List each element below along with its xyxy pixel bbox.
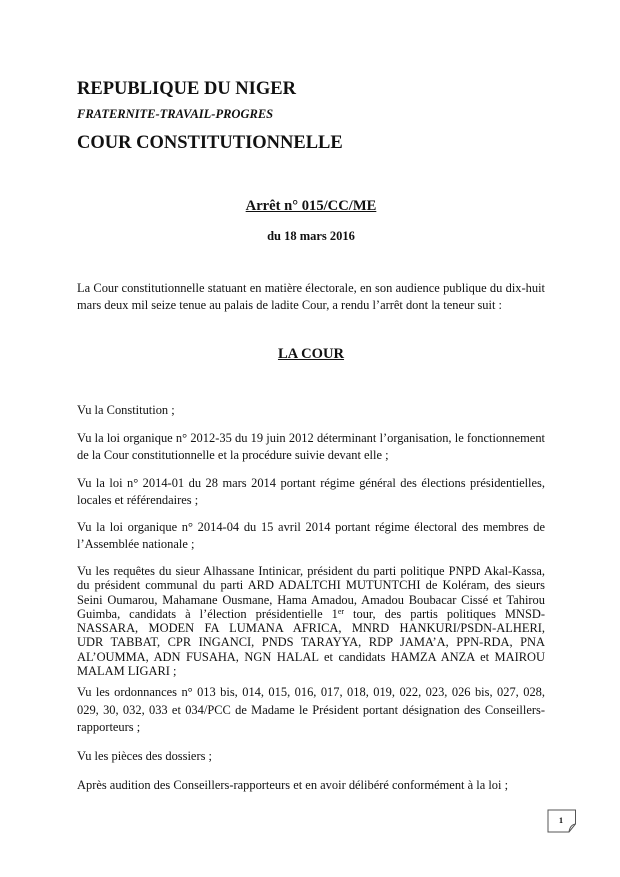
- text-line: Vu les ordonnances n° 013 bis, 014, 015, 016, 017, 018, 019, 022, 023, 026 bis, 027, 028,: [77, 685, 545, 699]
- text-line: UDR TABBAT, CPR INGANCI, PNDS TARAYYA, RDP JAMA’A, PPN-RDA, PNA: [77, 635, 545, 650]
- text-line: La Cour constitutionnelle statuant en matière électorale, en son audience publique du dix-huit: [77, 281, 545, 295]
- text-line: rapporteurs ;: [77, 720, 141, 734]
- visa-constitution: [77, 402, 545, 419]
- text-line: Seini Oumarou, Mahamane Ousmane, Hama Amadou, Amadou Boubacar Cissé et Tahirou: [77, 592, 545, 607]
- text-line: locales et référendaires ;: [77, 492, 199, 507]
- text-line: de la Cour constitutionnelle et la procédure suivie devant elle ;: [77, 447, 389, 462]
- deliberation-paragraph: [77, 777, 545, 794]
- page-number: 1: [558, 815, 564, 825]
- text-line: NASSARA, MODEN FA LUMANA AFRICA, MNRD HANKURI/PSDN-ALHERI,: [77, 621, 545, 636]
- text-line: du président communal du parti ARD ADALTCHI MUTUNTCHI de Koléram, des sieurs: [77, 578, 545, 593]
- text-line: Vu la Constitution ;: [77, 403, 175, 417]
- visa-ordonnances: [77, 684, 545, 737]
- text-line: Vu les pièces des dossiers ;: [77, 749, 213, 763]
- national-motto: FRATERNITE-TRAVAIL-PROGRES: [77, 107, 274, 121]
- text-line: mars deux mil seize tenue au palais de ladite Cour, a rendu l’arrêt dont la teneur suit :: [77, 297, 502, 312]
- intro-paragraph: [77, 280, 545, 313]
- ordinal-superscript: er: [337, 606, 345, 616]
- page-number-box: [547, 809, 577, 833]
- institution-heading: COUR CONSTITUTIONNELLE: [77, 133, 343, 153]
- text-line: 029, 30, 032, 033 et 034/PCC de Madame le Président portant désignation des Conseillers-: [77, 702, 545, 717]
- text-line: Vu la loi organique n° 2014-04 du 15 avril 2014 portant régime électoral des membres de: [77, 520, 545, 534]
- visa-loi-organique-2012-35: [77, 430, 545, 463]
- text-line: Vu la loi organique n° 2012-35 du 19 juin 2012 déterminant l’organisation, le fonctionnement: [77, 431, 545, 445]
- text-line: Vu la loi n° 2014-01 du 28 mars 2014 portant régime général des élections présidentielles,: [77, 476, 545, 490]
- text-line: l’Assemblée nationale ;: [77, 536, 195, 551]
- text-segment: Guimba, candidats à l’élection présidentielle 1: [77, 606, 338, 621]
- text-line: Après audition des Conseillers-rapporteurs et en avoir délibéré conformément à la loi ;: [77, 778, 509, 792]
- visa-requetes: [77, 564, 545, 678]
- visa-loi-2014-01: [77, 475, 545, 508]
- decision-date: du 18 mars 2016: [267, 229, 355, 243]
- text-segment: tour, des partis politiques MNSD-: [344, 606, 545, 621]
- decision-number: Arrêt n° 015/CC/ME: [245, 198, 377, 214]
- country-heading: REPUBLIQUE DU NIGER: [77, 79, 296, 99]
- text-line: MALAM LIGARI ;: [77, 664, 177, 679]
- text-line: Vu les requêtes du sieur Alhassane Intinicar, président du parti politique PNPD Akal-Kassa,: [77, 564, 545, 578]
- visa-loi-organique-2014-04: [77, 519, 545, 552]
- text-line: [77, 607, 545, 621]
- section-title: LA COUR: [277, 346, 345, 362]
- text-line: AL’OUMMA, ADN FUSAHA, NGN HALAL et candidats HAMZA ANZA et MAIROU: [77, 649, 545, 664]
- visa-pieces: [77, 748, 545, 765]
